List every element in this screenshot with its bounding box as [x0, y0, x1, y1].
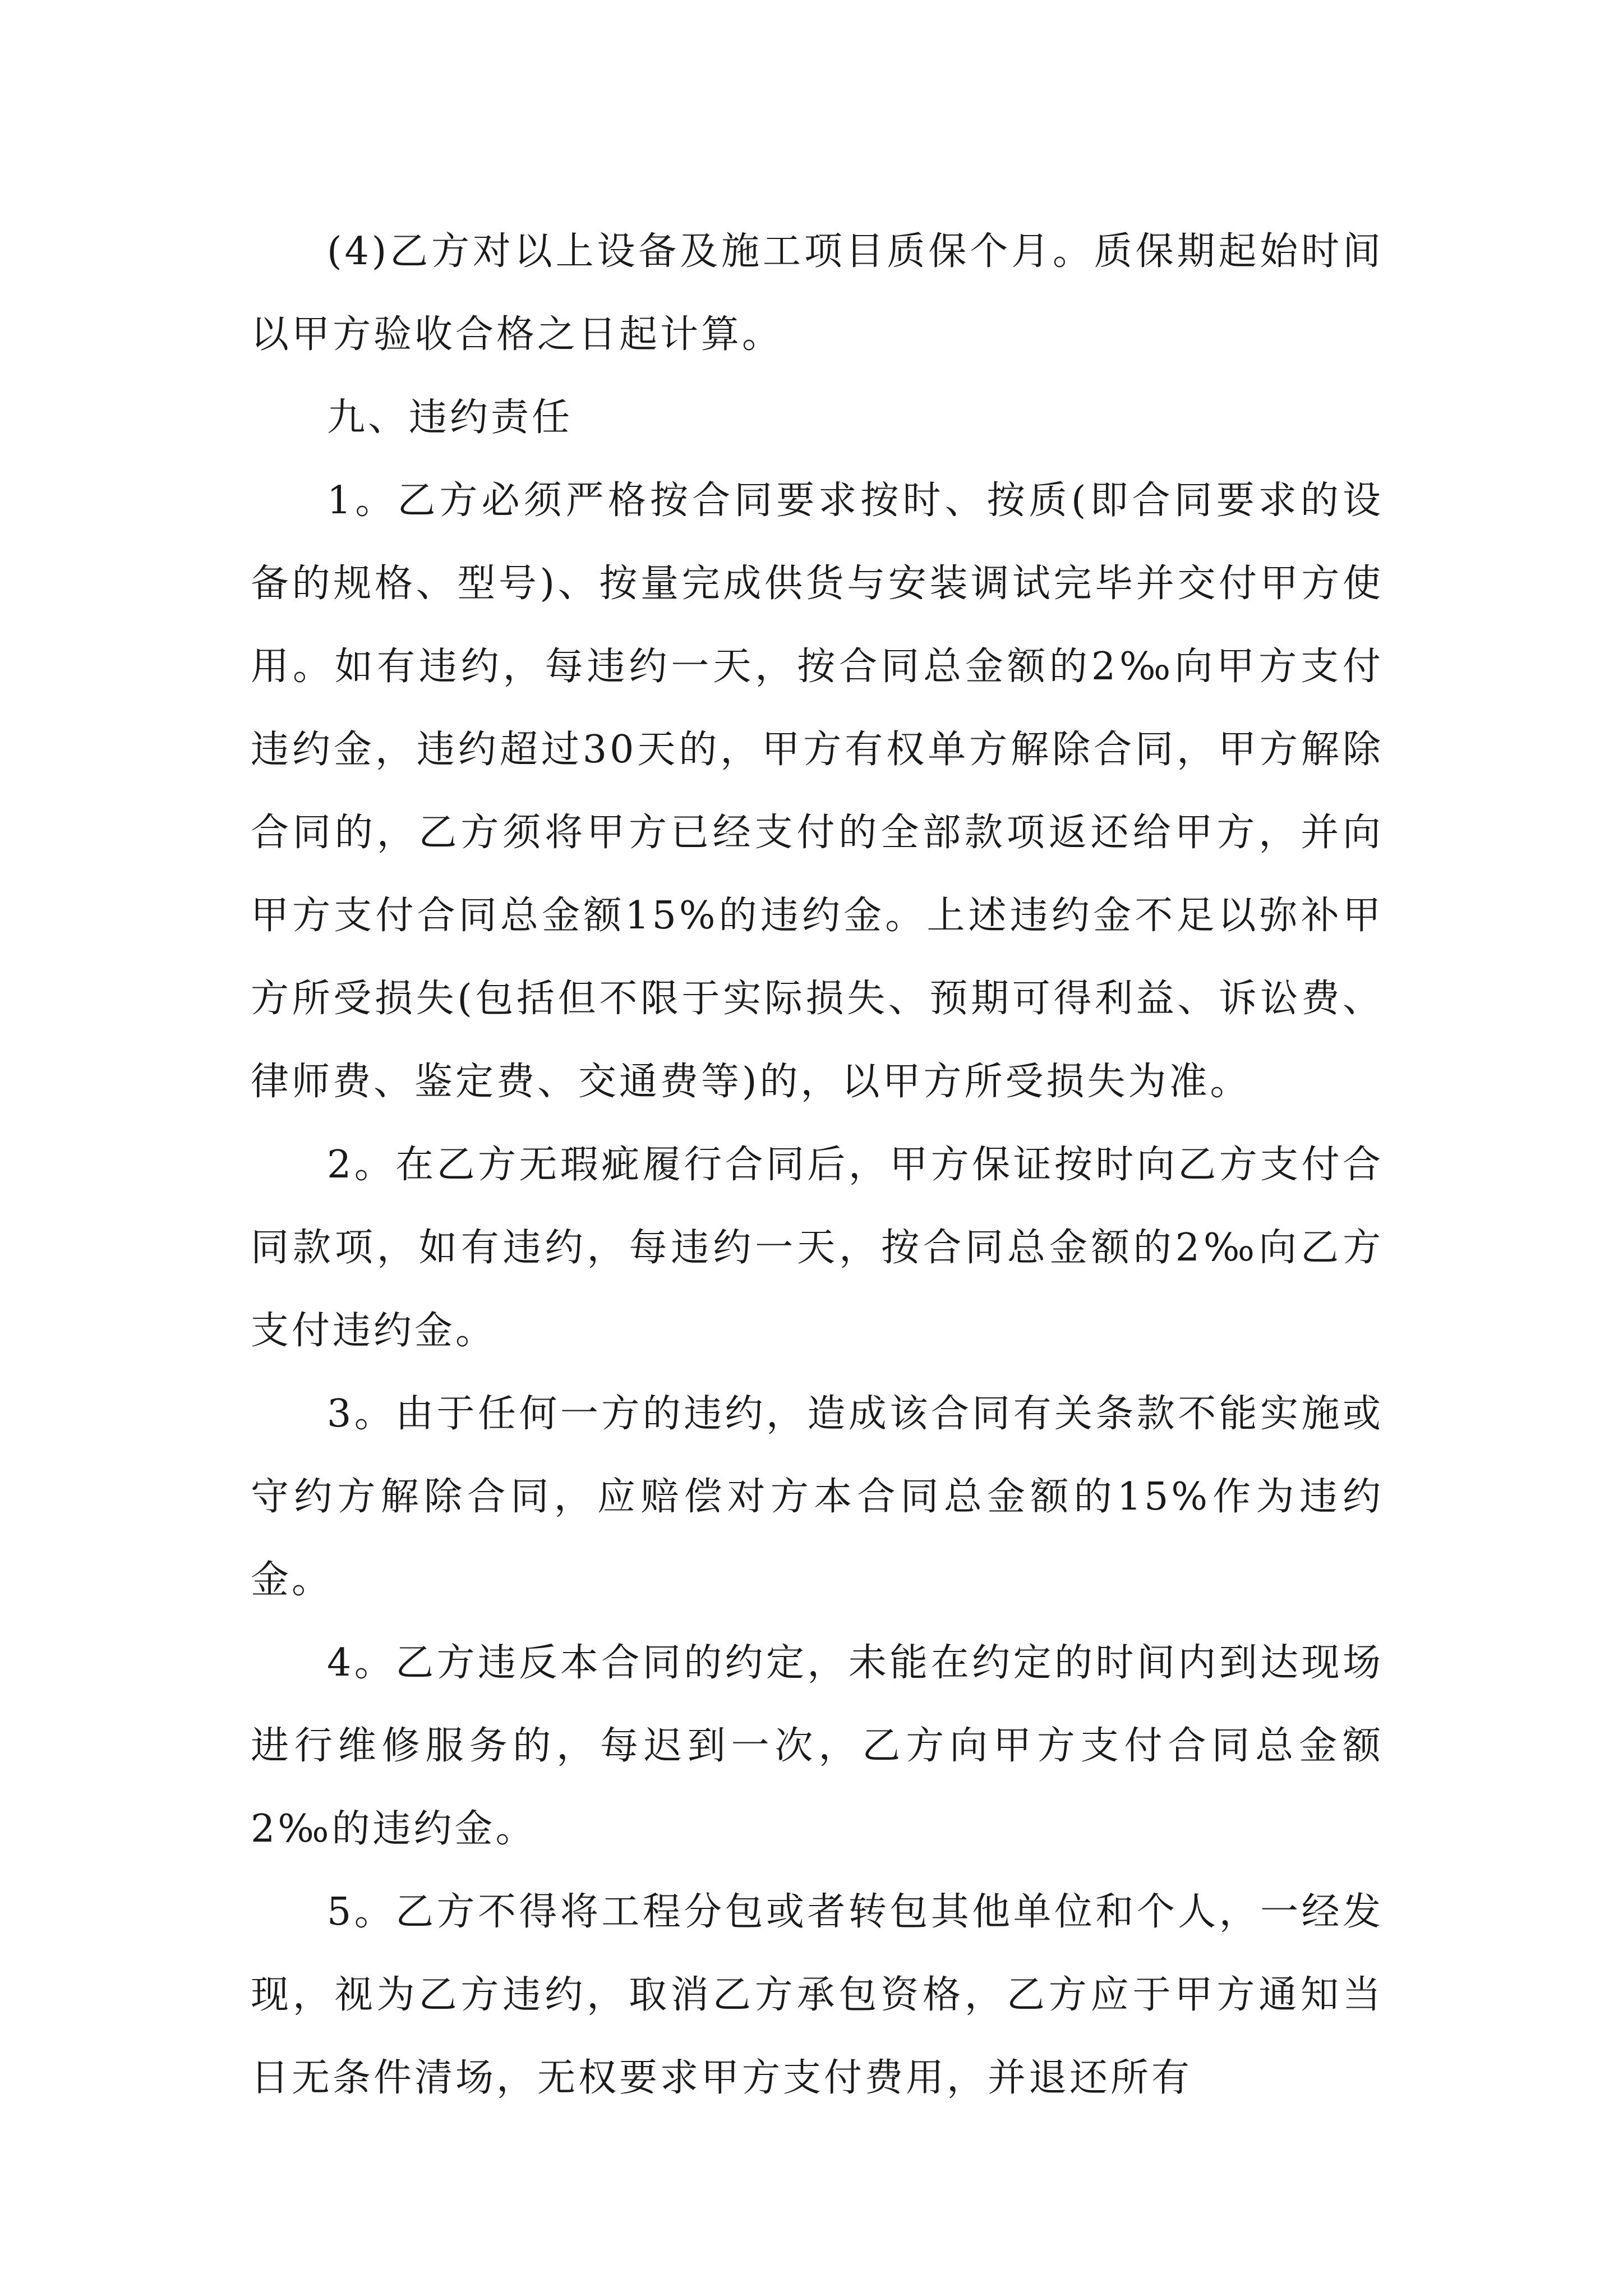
- paragraph-clause-2: 2。在乙方无瑕疵履行合同后，甲方保证按时向乙方支付合同款项，如有违约，每违约一天，按合同总金额的2‰向乙方支付违约金。: [251, 1143, 1384, 1353]
- paragraph-clause-3: 3。由于任何一方的违约，造成该合同有关条款不能实施或守约方解除合同，应赔偿对方本合同总金额的15%作为违约金。: [251, 1392, 1384, 1602]
- document-body: [251, 210, 1384, 2120]
- paragraph-warranty: (4)乙方对以上设备及施工项目质保个月。质保期起始时间以甲方验收合格之日起计算。: [251, 229, 1384, 357]
- paragraph-clause-4: 4。乙方违反本合同的约定，未能在约定的时间内到达现场进行维修服务的，每迟到一次，乙方向甲方支付合同总金额2‰的违约金。: [251, 1641, 1384, 1851]
- section-heading-breach-liability: 九、违约责任: [327, 395, 573, 440]
- paragraph-clause-1: 1。乙方必须严格按合同要求按时、按质(即合同要求的设备的规格、型号)、按量完成供货与安装调试完毕并交付甲方使用。如有违约，每违约一天，按合同总金额的2‰向甲方支付违约金，违约超过30天的，甲方有权单方解除合同，甲方解除合同的，乙方须将甲方已经支付的全部款项返还给甲方，并向甲方支付合同总金额15%的违约金。上述违约金不足以弥补甲方所受损失(包括但不限于实际损失、预期可得利益、诉讼费、律师费、鉴定费、交通费等)的，以甲方所受损失为准。: [251, 478, 1384, 1104]
- paragraph-clause-5: 5。乙方不得将工程分包或者转包其他单位和个人，一经发现，视为乙方违约，取消乙方承包资格，乙方应于甲方通知当日无条件清场，无权要求甲方支付费用，并退还所有: [251, 1890, 1384, 2100]
